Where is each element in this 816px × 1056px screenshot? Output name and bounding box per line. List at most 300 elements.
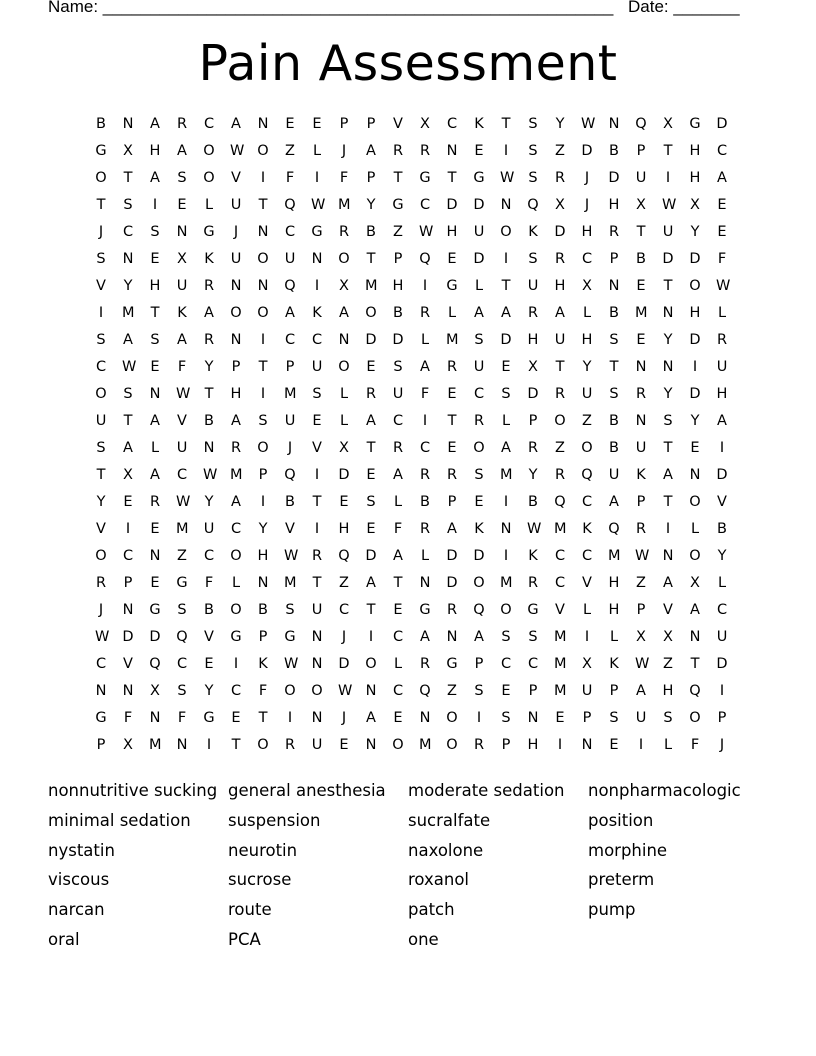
grid-letter: R — [635, 386, 647, 402]
grid-letter: M — [500, 575, 513, 591]
grid-letter: I — [314, 170, 320, 186]
grid-letter: I — [422, 413, 428, 429]
grid-letter: N — [365, 737, 377, 753]
word-list-item: pump — [588, 900, 636, 920]
grid-letter: C — [473, 386, 485, 402]
grid-letter: C — [716, 602, 728, 618]
grid-letter: C — [716, 143, 728, 159]
grid-letter: I — [125, 521, 131, 537]
grid-letter: W — [95, 629, 110, 645]
grid-letter: M — [554, 521, 567, 537]
grid-letter: A — [285, 305, 295, 321]
grid-letter: H — [230, 386, 242, 402]
grid-letter: M — [230, 467, 243, 483]
grid-letter: S — [96, 440, 106, 456]
grid-letter: Q — [149, 656, 161, 672]
grid-letter: U — [581, 386, 593, 402]
grid-letter: I — [503, 143, 509, 159]
grid-letter: T — [204, 386, 214, 402]
grid-letter: S — [501, 629, 511, 645]
grid-letter: D — [554, 224, 566, 240]
grid-letter: B — [717, 521, 727, 537]
grid-letter: S — [258, 413, 268, 429]
grid-letter: Y — [690, 413, 700, 429]
grid-letter: T — [393, 170, 403, 186]
grid-letter: R — [554, 251, 566, 267]
grid-letter: J — [341, 710, 347, 726]
grid-letter: N — [122, 251, 134, 267]
grid-letter: E — [501, 683, 511, 699]
grid-letter: O — [689, 278, 701, 294]
grid-letter: L — [150, 440, 160, 456]
grid-letter: D — [716, 467, 728, 483]
grid-letter: N — [257, 278, 269, 294]
grid-letter: L — [420, 332, 430, 348]
grid-letter: Y — [204, 359, 214, 375]
grid-letter: Q — [635, 116, 647, 132]
grid-row — [96, 435, 744, 462]
grid-letter: Q — [338, 548, 350, 564]
grid-letter: C — [419, 197, 431, 213]
grid-letter: E — [717, 224, 727, 240]
grid-letter: Q — [419, 683, 431, 699]
grid-letter: L — [447, 305, 457, 321]
grid-row — [96, 570, 744, 597]
grid-letter: X — [339, 440, 349, 456]
grid-letter: R — [473, 413, 485, 429]
grid-letter: A — [231, 413, 241, 429]
grid-letter: H — [581, 332, 593, 348]
grid-letter: D — [365, 332, 377, 348]
grid-letter: P — [528, 683, 538, 699]
grid-letter: W — [662, 197, 677, 213]
grid-letter: P — [717, 710, 727, 726]
grid-letter: U — [662, 224, 674, 240]
grid-letter: L — [204, 197, 214, 213]
grid-letter: C — [419, 440, 431, 456]
grid-letter: S — [663, 413, 673, 429]
grid-letter: N — [122, 116, 134, 132]
grid-row — [96, 408, 744, 435]
grid-letter: N — [689, 629, 701, 645]
grid-letter: Y — [555, 116, 565, 132]
grid-letter: I — [503, 494, 509, 510]
grid-letter: S — [177, 602, 187, 618]
grid-letter: I — [665, 170, 671, 186]
grid-letter: A — [501, 305, 511, 321]
grid-letter: T — [366, 602, 376, 618]
grid-letter: L — [393, 494, 403, 510]
grid-letter: V — [96, 521, 106, 537]
grid-letter: H — [149, 278, 161, 294]
grid-letter: A — [150, 413, 160, 429]
grid-letter: B — [528, 494, 538, 510]
grid-letter: U — [716, 359, 728, 375]
grid-letter: F — [420, 386, 430, 402]
grid-letter: X — [123, 467, 133, 483]
grid-letter: H — [689, 143, 701, 159]
grid-letter: X — [636, 629, 646, 645]
grid-letter: L — [393, 656, 403, 672]
grid-letter: T — [258, 710, 268, 726]
grid-letter: X — [663, 116, 673, 132]
grid-letter: X — [420, 116, 430, 132]
grid-letter: R — [203, 278, 215, 294]
grid-letter: A — [393, 548, 403, 564]
grid-letter: A — [366, 575, 376, 591]
grid-letter: H — [689, 170, 701, 186]
grid-letter: Z — [339, 575, 349, 591]
grid-letter: G — [176, 575, 188, 591]
grid-letter: E — [690, 440, 700, 456]
grid-letter: D — [446, 548, 458, 564]
grid-letter: I — [314, 521, 320, 537]
grid-letter: U — [284, 413, 296, 429]
grid-letter: R — [419, 521, 431, 537]
grid-letter: D — [473, 197, 485, 213]
grid-letter: I — [638, 737, 644, 753]
grid-letter: U — [284, 251, 296, 267]
grid-letter: C — [392, 413, 404, 429]
grid-letter: Z — [555, 143, 565, 159]
grid-letter: M — [284, 386, 297, 402]
word-list-item: morphine — [588, 840, 668, 860]
grid-letter: I — [206, 737, 212, 753]
grid-letter: I — [719, 683, 725, 699]
grid-letter: N — [662, 548, 674, 564]
grid-letter: S — [609, 386, 619, 402]
grid-letter: X — [177, 251, 187, 267]
grid-letter: M — [122, 305, 135, 321]
grid-letter: E — [312, 413, 322, 429]
grid-letter: I — [233, 656, 239, 672]
grid-letter: X — [528, 359, 538, 375]
grid-letter: E — [636, 278, 646, 294]
grid-letter: S — [123, 197, 133, 213]
word-list-item: moderate sedation — [408, 781, 565, 800]
grid-letter: R — [446, 467, 458, 483]
grid-letter: U — [716, 629, 728, 645]
grid-letter: K — [258, 656, 268, 672]
grid-letter: N — [662, 305, 674, 321]
grid-letter: S — [528, 116, 538, 132]
grid-letter: J — [584, 170, 590, 186]
grid-letter: S — [366, 494, 376, 510]
grid-letter: C — [500, 656, 512, 672]
grid-letter: T — [231, 737, 241, 753]
grid-letter: H — [608, 575, 620, 591]
grid-letter: T — [501, 116, 511, 132]
grid-letter: R — [635, 521, 647, 537]
grid-letter: N — [338, 332, 350, 348]
grid-letter: E — [150, 359, 160, 375]
grid-letter: H — [608, 197, 620, 213]
grid-letter: U — [635, 710, 647, 726]
grid-letter: U — [554, 332, 566, 348]
grid-letter: W — [716, 278, 731, 294]
grid-row — [96, 273, 744, 300]
grid-letter: Z — [393, 224, 403, 240]
grid-letter: O — [365, 656, 377, 672]
word-list — [48, 778, 788, 957]
grid-letter: E — [204, 656, 214, 672]
grid-letter: S — [528, 251, 538, 267]
grid-letter: L — [582, 602, 592, 618]
grid-letter: N — [149, 548, 161, 564]
grid-row — [96, 597, 744, 624]
grid-letter: V — [582, 575, 592, 591]
grid-letter: P — [609, 683, 619, 699]
grid-letter: I — [422, 278, 428, 294]
grid-letter: H — [149, 143, 161, 159]
grid-letter: G — [446, 656, 458, 672]
grid-row — [96, 138, 744, 165]
grid-letter: W — [635, 548, 650, 564]
grid-letter: N — [446, 629, 458, 645]
grid-letter: K — [177, 305, 187, 321]
grid-letter: W — [419, 224, 434, 240]
grid-letter: F — [177, 710, 187, 726]
grid-letter: N — [311, 656, 323, 672]
grid-letter: P — [582, 710, 592, 726]
grid-letter: H — [338, 521, 350, 537]
grid-letter: B — [393, 305, 403, 321]
grid-letter: H — [608, 602, 620, 618]
grid-letter: G — [95, 710, 107, 726]
grid-letter: E — [312, 116, 322, 132]
grid-letter: L — [474, 278, 484, 294]
grid-letter: G — [392, 197, 404, 213]
grid-letter: I — [152, 197, 158, 213]
grid-letter: M — [635, 305, 648, 321]
grid-letter: N — [176, 224, 188, 240]
word-list-item: one — [408, 929, 439, 949]
grid-letter: Q — [473, 602, 485, 618]
grid-letter: K — [312, 305, 322, 321]
grid-letter: F — [339, 170, 349, 186]
grid-letter: U — [95, 413, 107, 429]
grid-letter: E — [150, 251, 160, 267]
grid-letter: T — [150, 305, 160, 321]
grid-letter: T — [123, 413, 133, 429]
grid-letter: R — [284, 737, 296, 753]
grid-letter: C — [122, 224, 134, 240]
grid-letter: E — [717, 197, 727, 213]
grid-letter: A — [123, 440, 133, 456]
grid-letter: E — [447, 440, 457, 456]
grid-letter: O — [554, 413, 566, 429]
grid-letter: A — [177, 143, 187, 159]
grid-letter: L — [663, 737, 673, 753]
grid-letter: A — [150, 170, 160, 186]
grid-letter: W — [284, 656, 299, 672]
grid-letter: R — [311, 548, 323, 564]
grid-row — [96, 192, 744, 219]
grid-letter: P — [231, 359, 241, 375]
grid-letter: G — [284, 629, 296, 645]
grid-letter: J — [341, 629, 347, 645]
grid-letter: S — [96, 251, 106, 267]
grid-letter: N — [500, 521, 512, 537]
grid-letter: B — [366, 224, 376, 240]
grid-letter: C — [203, 548, 215, 564]
grid-letter: H — [527, 737, 539, 753]
grid-letter: Y — [663, 332, 673, 348]
grid-letter: Z — [285, 143, 295, 159]
grid-letter: Q — [689, 683, 701, 699]
grid-letter: R — [419, 305, 431, 321]
grid-letter: E — [474, 494, 484, 510]
grid-letter: E — [366, 467, 376, 483]
grid-letter: O — [230, 548, 242, 564]
grid-letter: U — [473, 224, 485, 240]
grid-row — [96, 651, 744, 678]
grid-letter: H — [257, 548, 269, 564]
grid-letter: Q — [176, 629, 188, 645]
grid-letter: P — [528, 413, 538, 429]
grid-letter: N — [122, 683, 134, 699]
grid-letter: F — [285, 170, 295, 186]
grid-letter: S — [663, 710, 673, 726]
grid-letter: M — [446, 332, 459, 348]
grid-letter: C — [527, 656, 539, 672]
grid-letter: Y — [582, 359, 592, 375]
grid-letter: F — [177, 359, 187, 375]
grid-row — [96, 219, 744, 246]
grid-letter: Q — [608, 521, 620, 537]
grid-letter: H — [689, 305, 701, 321]
grid-letter: U — [608, 467, 620, 483]
grid-letter: S — [177, 170, 187, 186]
grid-letter: N — [500, 197, 512, 213]
grid-letter: T — [555, 359, 565, 375]
grid-row — [96, 732, 744, 759]
grid-letter: E — [393, 602, 403, 618]
grid-letter: L — [717, 575, 727, 591]
grid-letter: Y — [258, 521, 268, 537]
word-list-item: oral — [48, 929, 80, 949]
word-list-item: roxanol — [408, 870, 470, 890]
grid-letter: I — [260, 332, 266, 348]
grid-letter: T — [312, 575, 322, 591]
grid-letter: O — [365, 305, 377, 321]
grid-row — [96, 543, 744, 570]
grid-letter: I — [287, 710, 293, 726]
grid-letter: A — [339, 305, 349, 321]
grid-letter: U — [392, 386, 404, 402]
grid-letter: T — [663, 440, 673, 456]
grid-letter: C — [311, 332, 323, 348]
grid-letter: R — [554, 386, 566, 402]
grid-letter: H — [716, 386, 728, 402]
grid-letter: N — [419, 710, 431, 726]
grid-letter: U — [203, 521, 215, 537]
grid-letter: E — [447, 386, 457, 402]
grid-letter: A — [609, 494, 619, 510]
grid-letter: V — [717, 494, 727, 510]
grid-letter: P — [393, 251, 403, 267]
grid-letter: T — [366, 440, 376, 456]
grid-letter: B — [258, 602, 268, 618]
grid-letter: A — [717, 170, 727, 186]
grid-letter: A — [420, 629, 430, 645]
grid-letter: Y — [96, 494, 106, 510]
grid-letter: T — [501, 278, 511, 294]
grid-letter: G — [311, 224, 323, 240]
grid-letter: M — [500, 467, 513, 483]
word-list-item: nystatin — [48, 840, 115, 860]
grid-letter: N — [689, 467, 701, 483]
grid-letter: G — [689, 116, 701, 132]
grid-letter: O — [500, 602, 512, 618]
grid-letter: N — [635, 413, 647, 429]
grid-letter: Y — [204, 494, 214, 510]
grid-letter: T — [636, 224, 646, 240]
grid-letter: T — [258, 197, 268, 213]
word-list-item: patch — [408, 900, 455, 920]
grid-letter: I — [503, 548, 509, 564]
grid-letter: D — [689, 332, 701, 348]
grid-letter: C — [284, 224, 296, 240]
grid-letter: O — [581, 440, 593, 456]
word-list-item: preterm — [588, 870, 655, 890]
grid-letter: G — [95, 143, 107, 159]
grid-letter: T — [447, 413, 457, 429]
grid-letter: J — [98, 602, 104, 618]
grid-letter: A — [690, 602, 700, 618]
grid-letter: P — [339, 116, 349, 132]
grid-letter: W — [230, 143, 245, 159]
grid-letter: J — [584, 197, 590, 213]
grid-letter: O — [446, 710, 458, 726]
grid-letter: X — [636, 197, 646, 213]
word-list-item: sucralfate — [408, 810, 491, 830]
grid-letter: C — [581, 548, 593, 564]
grid-letter: K — [528, 548, 538, 564]
grid-letter: X — [123, 143, 133, 159]
grid-letter: C — [446, 116, 458, 132]
grid-letter: A — [123, 332, 133, 348]
grid-letter: S — [393, 359, 403, 375]
grid-letter: A — [231, 116, 241, 132]
grid-letter: L — [717, 305, 727, 321]
grid-letter: B — [609, 143, 619, 159]
grid-letter: A — [447, 521, 457, 537]
grid-letter: O — [338, 251, 350, 267]
word-list-item: PCA — [228, 929, 261, 949]
grid-letter: O — [230, 602, 242, 618]
grid-letter: D — [662, 251, 674, 267]
grid-letter: P — [366, 170, 376, 186]
grid-letter: O — [95, 170, 107, 186]
grid-letter: R — [473, 737, 485, 753]
grid-letter: T — [663, 494, 673, 510]
grid-letter: B — [420, 494, 430, 510]
grid-letter: Q — [284, 278, 296, 294]
grid-letter: E — [150, 521, 160, 537]
grid-letter: Q — [419, 251, 431, 267]
grid-letter: G — [203, 224, 215, 240]
grid-letter: X — [339, 278, 349, 294]
grid-letter: G — [527, 602, 539, 618]
word-list-item: route — [228, 900, 272, 920]
grid-letter: O — [338, 359, 350, 375]
grid-letter: U — [230, 197, 242, 213]
grid-letter: D — [716, 116, 728, 132]
grid-letter: J — [341, 143, 347, 159]
grid-letter: Q — [284, 197, 296, 213]
grid-letter: O — [203, 143, 215, 159]
